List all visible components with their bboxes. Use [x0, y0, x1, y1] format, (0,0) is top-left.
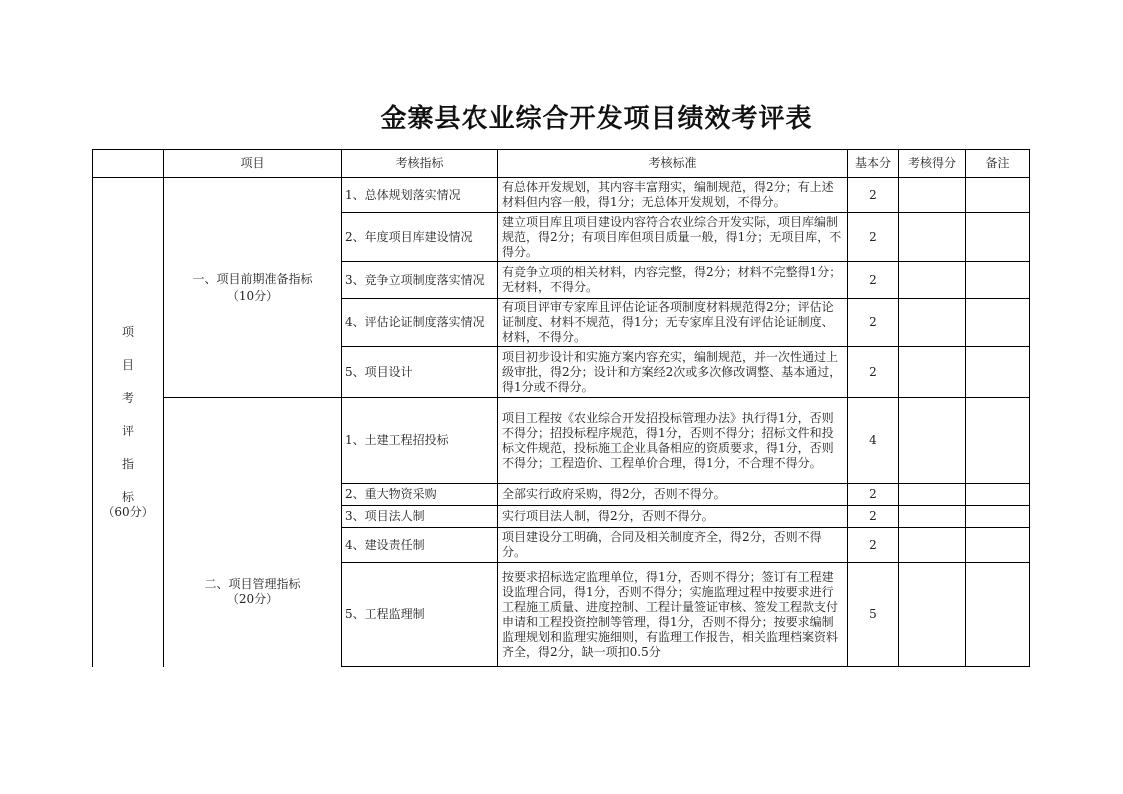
side-label-char: 项: [121, 324, 134, 339]
side-label-score: （60分）: [102, 504, 154, 519]
assessed-score-cell[interactable]: [899, 398, 966, 484]
remarks-cell[interactable]: [966, 213, 1030, 262]
indicator-cell: 2、年度项目库建设情况: [342, 213, 498, 262]
assessed-score-cell[interactable]: [899, 528, 966, 563]
indicator-cell: 4、评估论证制度落实情况: [342, 299, 498, 347]
standard-cell: 项目建设分工明确，合同及相关制度齐全，得2分，否则不得分。: [498, 528, 848, 563]
group-2-name: 二、项目管理指标: [204, 577, 301, 592]
side-label-char: 考: [121, 390, 134, 405]
base-score-cell: 2: [848, 347, 899, 398]
standard-cell: 项目初步设计和实施方案内容充实，编制规范，并一次性通过上级审批，得2分；设计和方案经2次或多次修改调整、基本通过，得1分或不得分。: [498, 347, 848, 398]
assessed-score-cell[interactable]: [899, 484, 966, 506]
base-score-cell: 5: [848, 563, 899, 667]
side-label-char: 评: [121, 423, 134, 438]
group-1-score: （10分）: [226, 288, 279, 303]
remarks-cell[interactable]: [966, 506, 1030, 528]
base-score-cell: 4: [848, 398, 899, 484]
indicator-cell: 5、项目设计: [342, 347, 498, 398]
base-score-cell: 2: [848, 484, 899, 506]
assessed-score-cell[interactable]: [899, 213, 966, 262]
remarks-cell[interactable]: [966, 563, 1030, 667]
indicator-cell: 5、工程监理制: [342, 563, 498, 667]
indicator-cell: 1、总体规划落实情况: [342, 178, 498, 213]
assessed-score-cell[interactable]: [899, 262, 966, 299]
base-score-cell: 2: [848, 262, 899, 299]
base-score-cell: 2: [848, 528, 899, 563]
header-blank: [93, 150, 164, 178]
remarks-cell[interactable]: [966, 484, 1030, 506]
assessed-score-cell[interactable]: [899, 178, 966, 213]
group-2: [164, 398, 342, 667]
assessed-score-cell[interactable]: [899, 563, 966, 667]
indicator-cell: 1、土建工程招投标: [342, 398, 498, 484]
side-label-char: 指: [121, 456, 134, 471]
header-row: [93, 150, 1030, 178]
remarks-cell[interactable]: [966, 299, 1030, 347]
standard-cell: 项目工程按《农业综合开发招投标管理办法》执行得1分，否则不得分；招投标程序规范，得1分，否则不得分；招标文件和投标文件规范，投标施工企业具备相应的资质要求，得1分，否则不得分；工程造价、工程单价合理，得1分，不合理不得分。: [498, 398, 848, 484]
remarks-cell[interactable]: [966, 528, 1030, 563]
base-score-cell: 2: [848, 299, 899, 347]
indicator-cell: 3、项目法人制: [342, 506, 498, 528]
base-score-cell: 2: [848, 178, 899, 213]
header-indicator: 考核指标: [342, 150, 498, 178]
assessed-score-cell[interactable]: [899, 299, 966, 347]
standard-cell: 按要求招标选定监理单位，得1分，否则不得分；签订有工程建设监理合同，得1分，否则不得分；实施监理过程中按要求进行工程施工质量、进度控制、工程计量签证审核、签发工程款支付申请和工程投资控制等管理，得1分，否则不得分；按要求编制监理规划和监理实施细则，有监理工作报告，相关监理档案资料齐全，得2分，缺一项扣0.5分: [498, 563, 848, 667]
remarks-cell[interactable]: [966, 178, 1030, 213]
header-standard: 考核标准: [498, 150, 848, 178]
group-2-score: （20分）: [226, 592, 279, 607]
header-base-score: 基本分: [848, 150, 899, 178]
indicator-cell: 2、重大物资采购: [342, 484, 498, 506]
remarks-cell[interactable]: [966, 262, 1030, 299]
remarks-cell[interactable]: [966, 347, 1030, 398]
table-row: [93, 398, 1030, 484]
side-label: [93, 178, 164, 667]
table-row: [93, 178, 1030, 213]
page-title: 金寨县农业综合开发项目绩效考评表: [380, 104, 813, 134]
group-1-name: 一、项目前期准备指标: [192, 271, 313, 286]
standard-cell: 有项目评审专家库且评估论证各项制度材料规范得2分；评估论证制度、材料不规范，得1分；无专家库且没有评估论证制度、材料，不得分。: [498, 299, 848, 347]
header-assessed-score: 考核得分: [899, 150, 966, 178]
remarks-cell[interactable]: [966, 398, 1030, 484]
standard-cell: 实行项目法人制，得2分，否则不得分。: [498, 506, 848, 528]
base-score-cell: 2: [848, 506, 899, 528]
side-label-char: 目: [121, 357, 134, 372]
assessed-score-cell[interactable]: [899, 347, 966, 398]
standard-cell: 建立项目库且项目建设内容符合农业综合开发实际，项目库编制规范，得2分；有项目库但项目质量一般，得1分；无项目库，不得分。: [498, 213, 848, 262]
assessed-score-cell[interactable]: [899, 506, 966, 528]
header-remarks: 备注: [966, 150, 1030, 178]
group-1: [164, 178, 342, 398]
base-score-cell: 2: [848, 213, 899, 262]
header-item: 项目: [164, 150, 342, 178]
side-label-char: 标: [121, 489, 134, 504]
indicator-cell: 4、建设责任制: [342, 528, 498, 563]
standard-cell: 有总体开发规划，其内容丰富翔实，编制规范，得2分；有上述材料但内容一般，得1分；无总体开发规划，不得分。: [498, 178, 848, 213]
evaluation-table: [92, 149, 1030, 667]
standard-cell: 有竞争立项的相关材料，内容完整，得2分；材料不完整得1分；无材料，不得分。: [498, 262, 848, 299]
indicator-cell: 3、竞争立项制度落实情况: [342, 262, 498, 299]
standard-cell: 全部实行政府采购，得2分，否则不得分。: [498, 484, 848, 506]
